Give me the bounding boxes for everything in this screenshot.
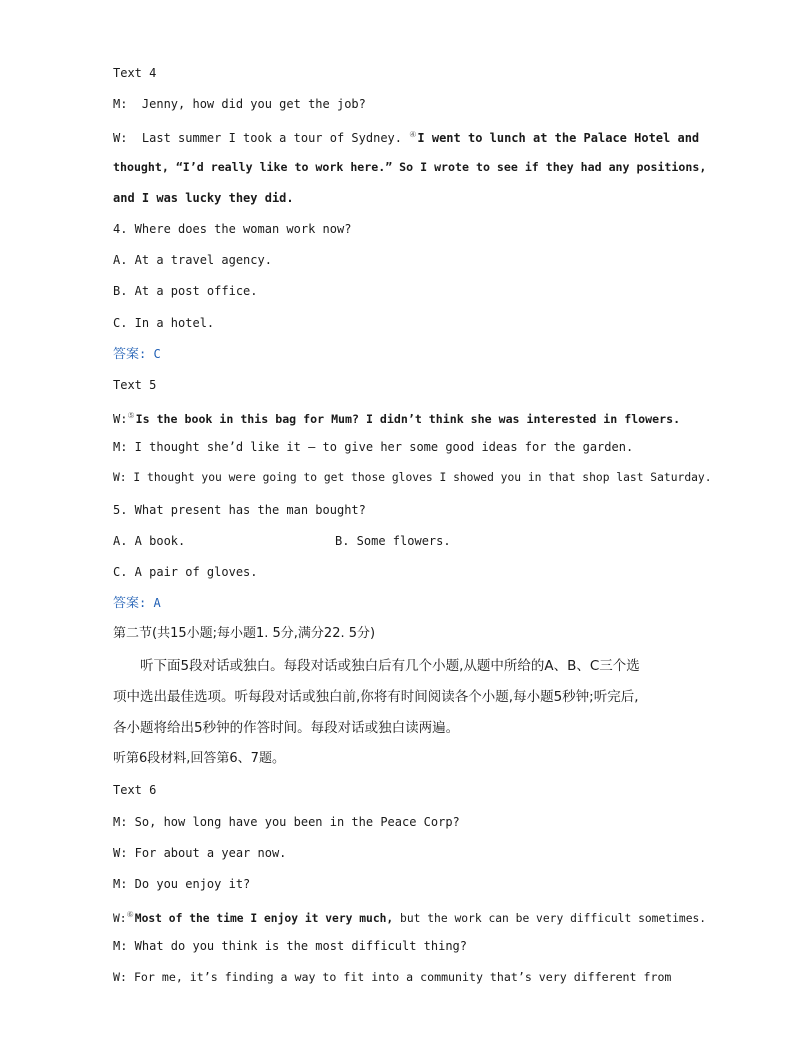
dialogue-text: Do you enjoy it? [127, 876, 251, 891]
dialogue-text: I thought she’d like it — to give her some good ideas for the garden. [127, 440, 634, 455]
text4-heading: Text 4 [113, 66, 157, 80]
text4-option-b: B. At a post office. [113, 284, 258, 299]
dialogue-text: Jenny, how did you get the job? [127, 97, 366, 112]
bold-key-sentence: Is the book in this bag for Mum? I didn’t think she was interested in flowers. [135, 412, 681, 427]
text4-line-w1-cont: thought, “I’d really like to work here.” So I wrote to see if they had any positions, [113, 159, 707, 174]
text5-option-c: C. A pair of gloves. [113, 565, 258, 579]
answer-value: : C [139, 346, 161, 361]
speaker-label: M: [113, 876, 128, 891]
answer-value: : A [139, 596, 161, 611]
text4-answer [113, 343, 683, 374]
dialogue-text: I thought you were going to get those gloves I showed you in that shop last Saturday. [126, 471, 712, 485]
circled-number-marker: ⑤ [127, 411, 135, 421]
text5-answer [113, 592, 683, 623]
answer-label: 答案 [113, 346, 140, 362]
text5-option-a: A. A book. [113, 533, 186, 548]
speaker-label: W: [113, 845, 128, 860]
text4-line-w1 [113, 124, 700, 155]
text5-option-b: B. Some flowers. [335, 533, 451, 548]
text4-line-w1-end: and I was lucky they did. [113, 190, 294, 205]
speaker-label: W: [113, 970, 127, 985]
dialogue-text: but the work can be very difficult sometimes. [393, 911, 707, 925]
text6-line-w3 [113, 966, 683, 997]
speaker-label: M: [113, 814, 128, 829]
bold-key-sentence: I went to lunch at the Palace Hotel and [417, 131, 700, 146]
document-page [113, 62, 712, 998]
section2-heading: 第二节(共15小题;每小题1. 5分,满分22. 5分) [113, 626, 376, 642]
text6-line-m2 [113, 873, 683, 904]
speaker-label: W: [113, 911, 127, 925]
text4-line-m1 [113, 93, 683, 124]
section2-listen-prompt: 听第6段材料,回答第6、7题。 [113, 751, 285, 767]
text5-line-w1 [113, 405, 683, 436]
text6-line-w2 [113, 904, 707, 935]
speaker-label: M: [113, 97, 128, 112]
text5-line-m1 [113, 436, 683, 467]
speaker-label: W: [113, 471, 127, 485]
dialogue-text: So, how long have you been in the Peace Corp? [127, 814, 460, 829]
circled-number-marker: ④ [409, 130, 417, 140]
speaker-label: M: [113, 939, 128, 954]
bold-key-sentence: Most of the time I enjoy it very much, [134, 911, 394, 925]
text5-heading: Text 5 [113, 377, 157, 392]
text6-heading: Text 6 [113, 783, 157, 798]
speaker-label: M: [113, 440, 128, 455]
dialogue-text: For about a year now. [127, 845, 287, 860]
dialogue-text: Last summer I took a tour of Sydney. [127, 131, 410, 146]
section2-instruction-line2: 项中选出最佳选项。听每段对话或独白前,你将有时间阅读各个小题,每小题5秒钟;听完后, [113, 688, 639, 705]
speaker-label: W: [113, 131, 128, 146]
text4-question: 4. Where does the woman work now? [113, 221, 352, 236]
section2-instruction-line1: 听下面5段对话或独白。每段对话或独白后有几个小题,从题中所给的A、B、C三个选 [140, 657, 640, 674]
text5-options-row [113, 530, 683, 561]
text5-line-w2 [113, 467, 712, 498]
section2-instruction-line3: 各小题将给出5秒钟的作答时间。每段对话或独白读两遍。 [113, 719, 460, 736]
circled-number-marker: ⑥ [126, 910, 134, 920]
answer-label: 答案 [113, 596, 140, 612]
text6-line-m3 [113, 935, 683, 966]
speaker-label: W: [113, 412, 128, 427]
text6-line-m1 [113, 811, 683, 842]
text4-option-c: C. In a hotel. [113, 315, 215, 330]
dialogue-text: For me, it’s finding a way to fit into a community that’s very different from [126, 970, 672, 985]
text5-question: 5. What present has the man bought? [113, 502, 366, 517]
text6-line-w1 [113, 842, 683, 873]
text4-option-a: A. At a travel agency. [113, 253, 272, 268]
dialogue-text: What do you think is the most difficult thing? [127, 939, 468, 954]
